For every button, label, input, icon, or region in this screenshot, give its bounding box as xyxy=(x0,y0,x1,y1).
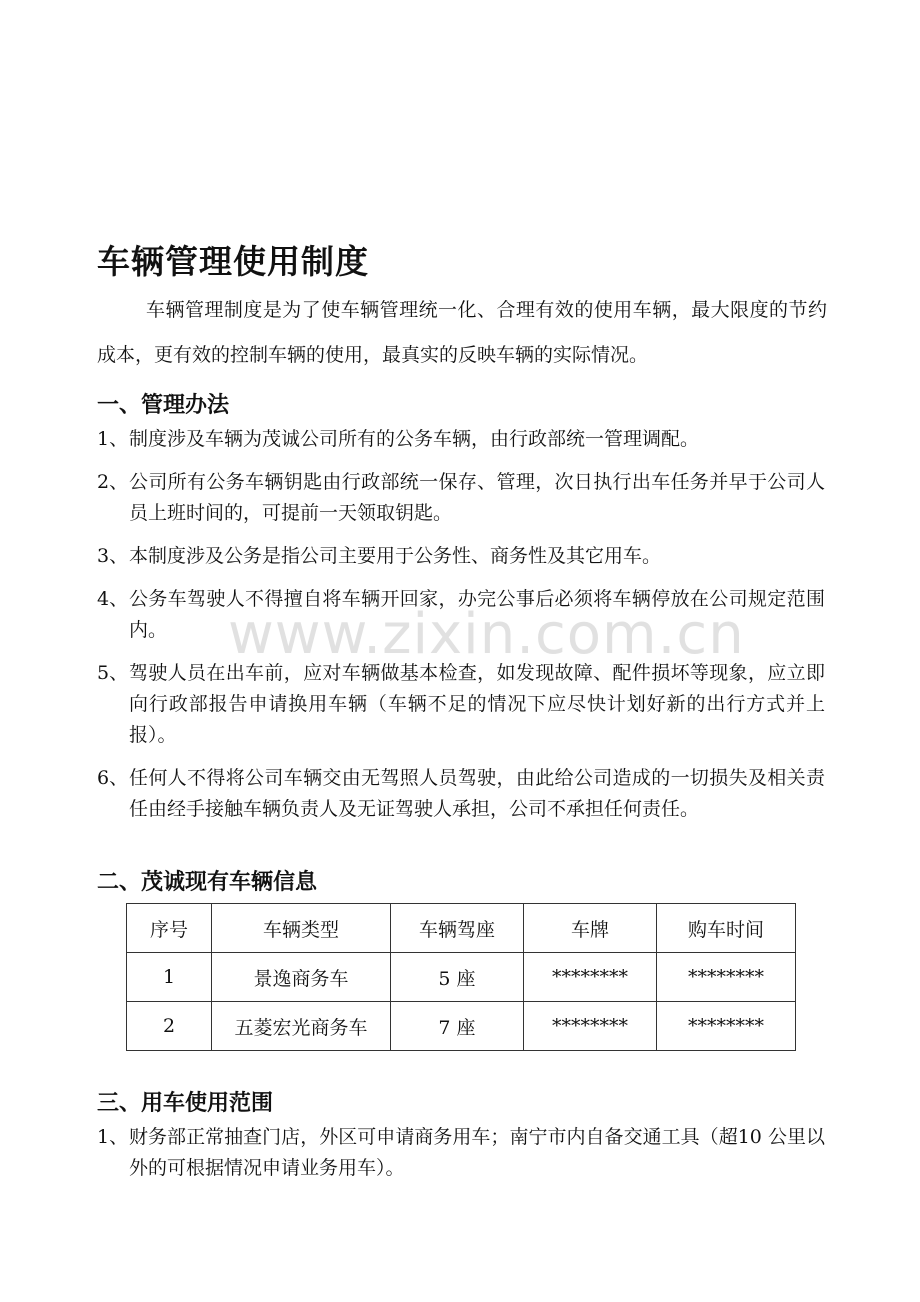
section-heading-vehicle-info: 二、茂诚现有车辆信息 xyxy=(97,870,318,895)
list-item xyxy=(97,541,825,572)
list-item-text: 驾驶人员在出车前，应对车辆做基本检查，如发现故障、配件损坏等现象，应立即向行政部报告申请换用车辆（车辆不足的情况下应尽快计划好新的出行方式并上报）。 xyxy=(129,662,825,746)
section-heading-management: 一、管理办法 xyxy=(97,393,230,418)
table-cell: 7 座 xyxy=(391,1002,524,1051)
list-item-number: 6、 xyxy=(97,767,129,789)
list-item-number: 2、 xyxy=(97,471,129,493)
list-item-text: 财务部正常抽查门店，外区可申请商务用车；南宁市内自备交通工具（超10 公里以外的可根据情况申请业务用车）。 xyxy=(129,1126,825,1179)
list-item xyxy=(97,763,825,825)
table-cell: ******** xyxy=(524,1002,657,1051)
management-rules-list xyxy=(97,424,825,837)
list-item-text: 公司所有公务车辆钥匙由行政部统一保存、管理，次日执行出车任务并早于公司人员上班时间的，可提前一天领取钥匙。 xyxy=(129,471,825,524)
list-item xyxy=(97,1122,825,1184)
table-header-cell: 车辆驾座 xyxy=(391,904,524,953)
table-row xyxy=(127,1002,796,1051)
table-row xyxy=(127,953,796,1002)
list-item-text: 公务车驾驶人不得擅自将车辆开回家，办完公事后必须将车辆停放在公司规定范围内。 xyxy=(129,588,825,641)
list-item-number: 4、 xyxy=(97,588,129,610)
table-cell: ******** xyxy=(657,1002,796,1051)
table-header-cell: 车辆类型 xyxy=(212,904,391,953)
table-cell: 5 座 xyxy=(391,953,524,1002)
table-header-row xyxy=(127,904,796,953)
intro-paragraph: 车辆管理制度是为了使车辆管理统一化、合理有效的使用车辆，最大限度的节约成本，更有效的控制车辆的使用，最真实的反映车辆的实际情况。 xyxy=(97,299,827,366)
list-item xyxy=(97,424,825,455)
table-cell: 1 xyxy=(127,953,212,1002)
list-item-text: 任何人不得将公司车辆交由无驾照人员驾驶，由此给公司造成的一切损失及相关责任由经手接触车辆负责人及无证驾驶人承担，公司不承担任何责任。 xyxy=(129,767,825,820)
vehicle-info-table xyxy=(126,903,796,1051)
usage-scope-list xyxy=(97,1122,825,1196)
table-cell: 2 xyxy=(127,1002,212,1051)
watermark: www.zixin.com.cn xyxy=(228,602,745,667)
list-item-text: 本制度涉及公务是指公司主要用于公务性、商务性及其它用车。 xyxy=(129,545,662,567)
section-heading-usage-scope: 三、用车使用范围 xyxy=(97,1091,274,1116)
table-cell: 景逸商务车 xyxy=(212,953,391,1002)
list-item-number: 5、 xyxy=(97,662,129,684)
list-item xyxy=(97,584,825,646)
table-cell: ******** xyxy=(524,953,657,1002)
document-title: 车辆管理使用制度 xyxy=(97,242,369,281)
list-item-number: 1、 xyxy=(97,1126,129,1148)
table-header-cell: 车牌 xyxy=(524,904,657,953)
list-item-number: 3、 xyxy=(97,545,129,567)
list-item-text: 制度涉及车辆为茂诚公司所有的公务车辆，由行政部统一管理调配。 xyxy=(129,428,700,450)
list-item-number: 1、 xyxy=(97,428,129,450)
table-header-cell: 序号 xyxy=(127,904,212,953)
table-header-cell: 购车时间 xyxy=(657,904,796,953)
table-cell: ******** xyxy=(657,953,796,1002)
table-cell: 五菱宏光商务车 xyxy=(212,1002,391,1051)
list-item xyxy=(97,467,825,529)
list-item xyxy=(97,658,825,751)
